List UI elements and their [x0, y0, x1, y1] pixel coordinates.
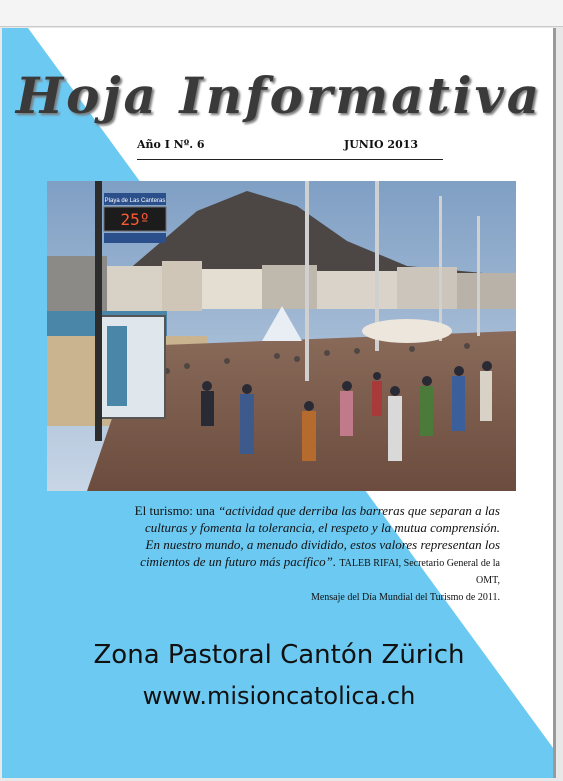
temperature-display: 25º	[120, 210, 150, 229]
viewer-toolbar	[0, 0, 563, 27]
caption-quote: “actividad que derriba las barreras que separan a las culturas y fomenta la tolerancia, el respeto y la mutua comprensión. En nuestro mundo, a menudo dividido, estos valores representan los cimientos de un futuro más pacífico”.	[140, 503, 500, 569]
page-title: Hoja Informativa	[15, 66, 543, 125]
document-page	[2, 28, 556, 778]
caption-source-line2: Mensaje del Día Mundial del Turismo de 2011.	[310, 592, 500, 603]
caption-lead: El turismo: una	[134, 503, 219, 518]
zona-pastoral-heading: Zona Pastoral Cantón Zürich	[93, 640, 465, 670]
issue-number: Año I Nº. 6	[137, 138, 205, 151]
beach-sign-label: Playa de Las Canteras	[104, 198, 166, 204]
cover-photo	[47, 181, 516, 491]
issue-date: JUNIO 2013	[344, 138, 419, 151]
photo-caption	[132, 502, 500, 604]
caption-source-line1: TALEB RIFAI, Secretario General de la OMT,	[339, 558, 500, 586]
header-divider	[137, 159, 443, 160]
website-link[interactable]: www.misioncatolica.ch	[142, 682, 416, 710]
